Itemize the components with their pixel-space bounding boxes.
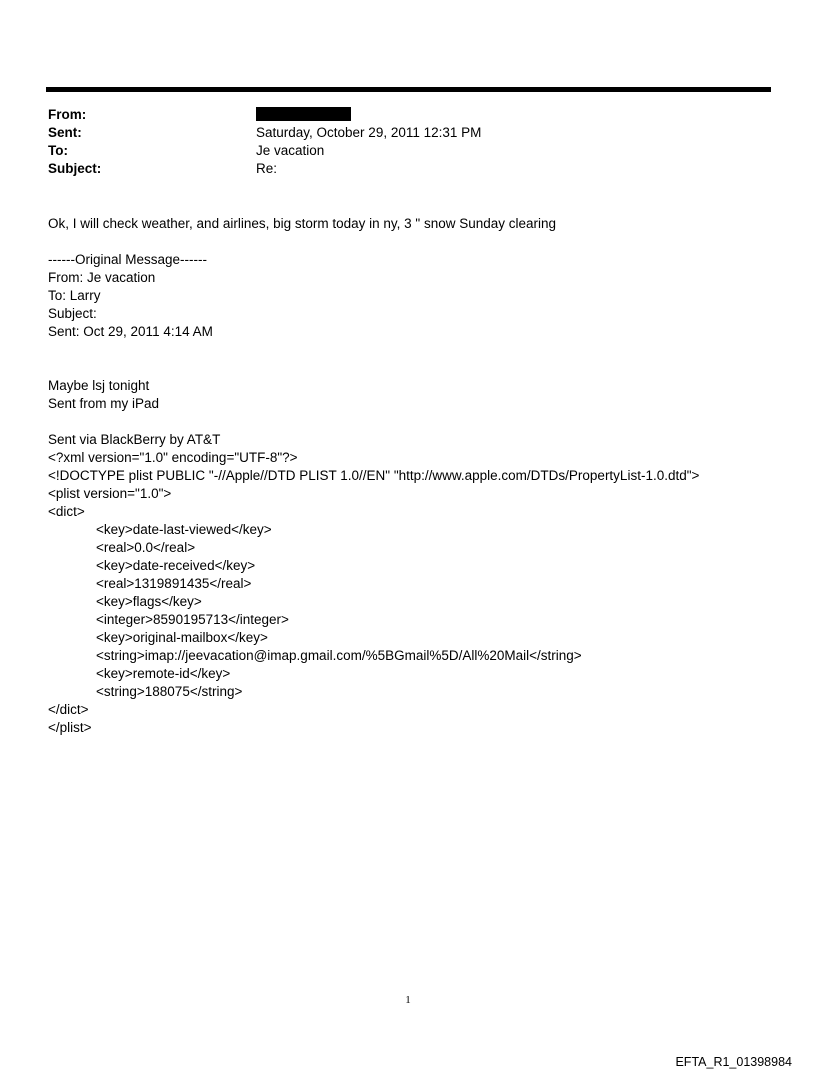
sent-value: Saturday, October 29, 2011 12:31 PM: [256, 125, 482, 140]
original-to: To: Larry: [48, 288, 101, 303]
subject-value: Re:: [256, 161, 278, 176]
xml-line: <real>0.0</real>: [96, 540, 196, 555]
sent-row: [48, 124, 768, 142]
header-rule: [46, 87, 771, 92]
xml-line: <key>flags</key>: [96, 594, 202, 609]
subject-label: Subject:: [48, 161, 102, 176]
page-number: 1: [405, 994, 411, 1006]
to-row: [48, 142, 768, 160]
xml-line: <key>date-last-viewed</key>: [96, 522, 272, 537]
blackberry-signature: Sent via BlackBerry by AT&T: [48, 432, 221, 447]
xml-line: <plist version="1.0">: [48, 486, 172, 501]
from-value: [256, 106, 351, 124]
xml-line: <string>188075</string>: [96, 684, 243, 699]
xml-line: <key>remote-id</key>: [96, 666, 231, 681]
xml-line: <string>imap://jeevacation@imap.gmail.com/%5BGmail%5D/All%20Mail</string>: [96, 648, 582, 663]
xml-line: <?xml version="1.0" encoding="UTF-8"?>: [48, 450, 298, 465]
xml-line: <dict>: [48, 504, 85, 519]
redaction-box: [256, 107, 351, 121]
xml-line: <real>1319891435</real>: [96, 576, 252, 591]
xml-line: <key>original-mailbox</key>: [96, 630, 268, 645]
reply-text: Ok, I will check weather, and airlines, big storm today in ny, 3 " snow Sunday clearing: [48, 216, 557, 231]
from-label: From:: [48, 107, 87, 122]
original-subject: Subject:: [48, 306, 97, 321]
bates-number: EFTA_R1_01398984: [675, 1055, 792, 1069]
xml-line: <integer>8590195713</integer>: [96, 612, 289, 627]
xml-line: </dict>: [48, 702, 89, 717]
xml-line: <key>date-received</key>: [96, 558, 256, 573]
sent-label: Sent:: [48, 125, 82, 140]
ipad-signature: Sent from my iPad: [48, 396, 160, 411]
xml-line: </plist>: [48, 720, 92, 735]
xml-line: <!DOCTYPE plist PUBLIC "-//Apple//DTD PLIST 1.0//EN" "http://www.apple.com/DTDs/PropertyList-1.0.dtd">: [48, 468, 700, 483]
email-body: [48, 215, 788, 737]
original-message-marker: ------Original Message------: [48, 252, 207, 267]
to-label: To:: [48, 143, 68, 158]
message-line: Maybe lsj tonight: [48, 378, 150, 393]
from-row: [48, 106, 768, 124]
subject-row: [48, 160, 768, 178]
original-from: From: Je vacation: [48, 270, 156, 285]
to-value: Je vacation: [256, 143, 325, 158]
email-header: [48, 106, 768, 178]
original-sent: Sent: Oct 29, 2011 4:14 AM: [48, 324, 213, 339]
